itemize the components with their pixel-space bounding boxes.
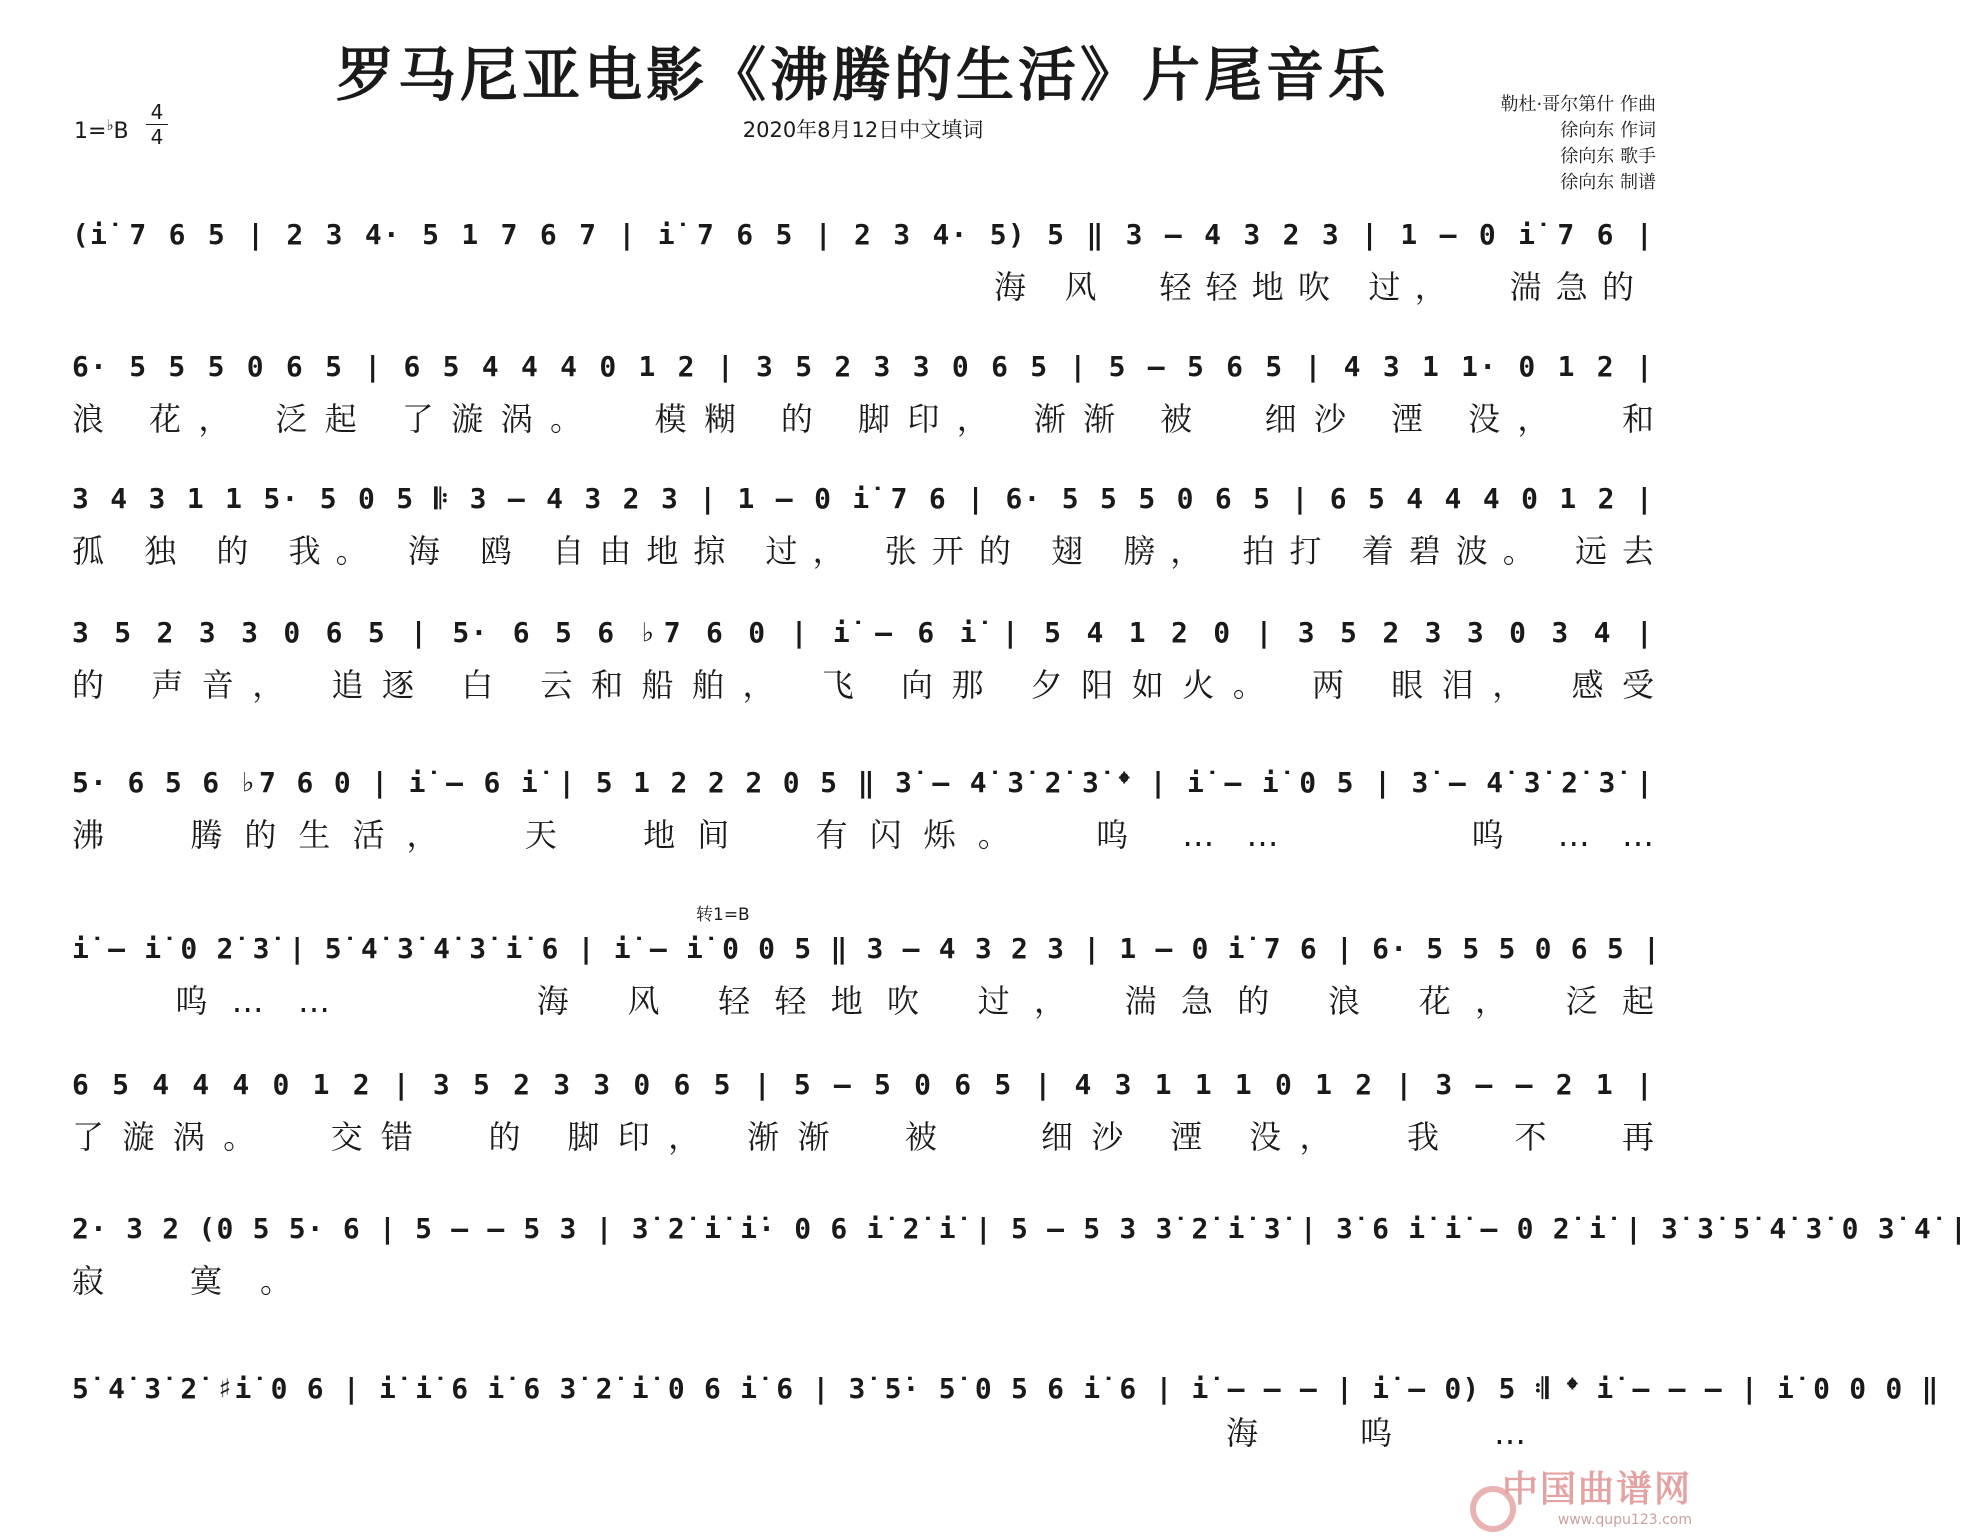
lyric-line-5: 沸 腾的生活， 天 地间 有闪烁。 呜 … … 呜 … … [72,816,1654,854]
notation-line-6: i̇ – i̇ 0 2̇ 3̇ | 5̇ 4̇ 3̇ 4̇ 3̇ i̇ 6 | i̇ – i̇ 0 0 5 ‖ 3 – 4 3 2 3 | 1 – 0 i̇ 7 6 | 6· 5 5 5 0 6 5 | [72,932,1662,965]
notation-line-9: 5̇ 4̇ 3̇ 2̇ ♯i̇ 0 6 | i̇ i̇ 6 i̇ 6 3̇ 2̇ i̇ 0 6 i̇ 6 | 3̇ 5̇· 5̇ 0 5 6 i̇ 6 | i̇ – – – | i̇ – 0) 5 𝄇 𝄌 i̇ – – – | i̇ 0 0 0 ‖ [72,1372,1940,1405]
notation-line-5: 5· 6 5 6 ♭7 6 0 | i̇ – 6 i̇ | 5 1 2 2 2 0 5 ‖ 3̇ – 4̇ 3̇ 2̇ 3̇ 𝄌 | i̇ – i̇ 0 5 | 3̇ – 4̇ 3̇ 2̇ 3̇ | [72,766,1654,799]
lyric-line-4: 的 声音， 追逐 白 云和船舶， 飞 向那 夕阳如火。 两 眼泪， 感受 [72,666,1654,704]
credit-arranger: 徐向东 制谱 [1560,172,1656,193]
lyric-line-9: 海 呜 … [1226,1414,1526,1452]
credit-singer: 徐向东 歌手 [1560,146,1656,167]
watermark-site: 中国曲谱网 [1501,1468,1692,1510]
lyric-line-6: 呜… … 海 风 轻轻地吹 过， 湍急的 浪 花， 泛起 [72,982,1654,1020]
notation-line-7: 6 5 4 4 4 0 1 2 | 3 5 2 3 3 0 6 5 | 5 – 5 0 6 5 | 4 3 1 1 1 0 1 2 | 3 – – 2 1 | [72,1068,1654,1101]
notation-line-2: 6· 5 5 5 0 6 5 | 6 5 4 4 4 0 1 2 | 3 5 2 3 3 0 6 5 | 5 – 5 6 5 | 4 3 1 1· 0 1 2 | [72,350,1654,383]
credits [1501,92,1656,196]
notation-line-8: 2· 3 2 (0 5 5· 6 | 5 – – 5 3 | 3̇ 2̇ i̇ i̇· 0 6 i̇ 2̇ i̇ | 5 – 5 3 3̇ 2̇ i̇ 3̇ | 3̇ 6 i̇ i̇ – 0 2̇ i̇ | 3̇ 3̇ 5̇ 4̇ 3̇ 0 3̇ 4̇ | [72,1212,1968,1245]
lyric-line-2: 浪 花， 泛起 了漩涡。 模糊 的 脚印， 渐渐 被 细沙 湮 没， 和 [72,400,1654,438]
key-note: B [113,119,129,144]
credit-composer: 勒杜·哥尔第什 作曲 [1500,94,1656,115]
key-signature [74,116,129,144]
notation-line-4: 3 5 2 3 3 0 6 5 | 5· 6 5 6 ♭7 6 0 | i̇ – 6 i̇ | 5 4 1 2 0 | 3 5 2 3 3 0 3 4 | [72,616,1654,649]
time-signature [146,100,168,149]
score-subtitle: 2020年8月12日中文填词 [742,118,984,142]
notation-line-1: (i̇ 7 6 5 | 2 3 4· 5 1 7 6 7 | i̇ 7 6 5 | 2 3 4· 5) 5 ‖ 3 – 4 3 2 3 | 1 – 0 i̇ 7 6 | [72,218,1654,251]
modulation-marker: 转1=B [696,905,750,925]
lyric-line-7: 了漩涡。 交错 的 脚印， 渐渐 被 细沙 湮 没， 我 不 再 [72,1118,1654,1156]
key-prefix: 1= [74,119,107,144]
lyric-line-1: 海 风 轻轻地吹 过， 湍急的 [994,268,1634,306]
lyric-line-3: 孤 独 的 我。 海 鸥 自由地掠 过， 张开的 翅 膀， 拍打 着碧波。 远去 [72,532,1654,570]
time-numerator: 4 [146,100,168,125]
credit-lyricist: 徐向东 作词 [1560,120,1656,141]
flat-sign: ♭ [106,116,114,134]
time-denominator: 4 [150,125,164,149]
lyric-line-8: 寂 寞。 [72,1262,292,1300]
watermark-url: www.qupu123.com [1557,1512,1692,1528]
score-title: 罗马尼亚电影《沸腾的生活》片尾音乐 [335,41,1390,109]
notation-line-3: 3 4 3 1 1 5· 5 0 5 𝄆 3 – 4 3 2 3 | 1 – 0 i̇ 7 6 | 6· 5 5 5 0 6 5 | 6 5 4 4 4 0 1 2 | [72,482,1654,515]
watermark [1502,1461,1692,1528]
